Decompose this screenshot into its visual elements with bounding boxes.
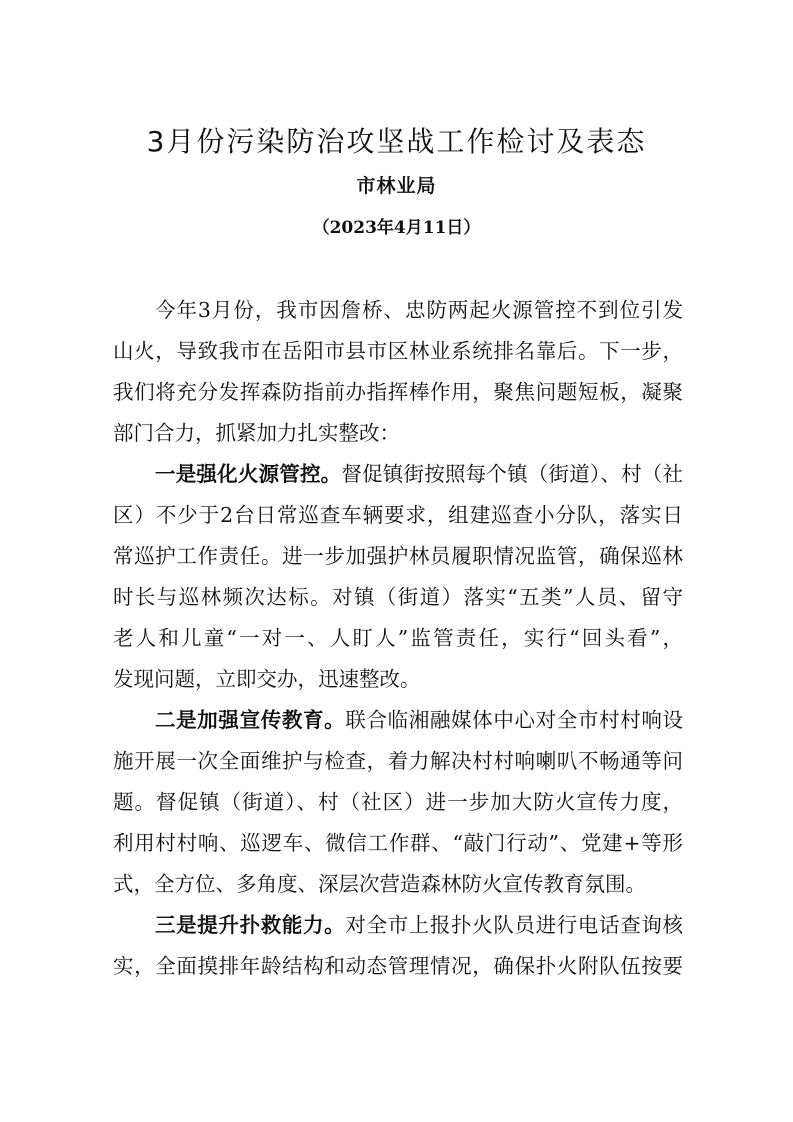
line-text: 发现问题，立即交办，迅速整改。	[113, 667, 421, 691]
line-text: 对全市上报扑火队员进行电话查询核	[345, 913, 683, 937]
line-text: 区）不少于2台日常巡查车辆要求，组建巡查小分队，落实日	[113, 503, 683, 527]
text-line	[113, 372, 683, 413]
paragraph	[113, 290, 683, 454]
line-text: 实，全面摸排年龄结构和动态管理情况，确保扑火附队伍按要	[113, 954, 683, 978]
text-line	[113, 577, 683, 618]
text-line	[113, 659, 683, 700]
text-line	[113, 290, 683, 331]
line-text: 式，全方位、多角度、深层次营造森林防火宣传教育氛围。	[113, 872, 646, 896]
paragraph-lead: 二是加强宣传教育。	[155, 708, 346, 732]
text-line	[113, 454, 683, 495]
text-line	[113, 905, 683, 946]
paragraph-lead: 三是提升扑救能力。	[155, 913, 346, 937]
text-line	[113, 741, 683, 782]
paragraph-lead: 一是强化火源管控。	[155, 462, 342, 486]
line-text: 我们将充分发挥森防指前办指挥棒作用，聚焦问题短板，凝聚	[113, 380, 683, 404]
line-text: 联合临湘融媒体中心对全市村村响设	[345, 708, 683, 732]
line-text: 时长与巡林频次达标。对镇（街道）落实“五类”人员、留守	[113, 585, 683, 609]
paragraph	[113, 454, 683, 700]
line-text: 部门合力，抓紧加力扎实整改：	[113, 421, 400, 445]
line-text: 施开展一次全面维护与检查，着力解决村村响喇叭不畅通等问	[113, 749, 683, 773]
line-text: 题。督促镇（街道）、村（社区）进一步加大防火宣传力度，	[113, 790, 683, 814]
issuing-organization: 市林业局	[356, 175, 437, 197]
line-text: 老人和儿童“一对一、人盯人”监管责任，实行“回头看”，	[113, 626, 683, 650]
document-title: 3月份污染防治攻坚战工作检讨及表态	[146, 125, 647, 158]
text-line	[113, 700, 683, 741]
text-line	[113, 823, 683, 864]
paragraph	[113, 700, 683, 905]
document-date: （2023年4月11日）	[312, 218, 481, 238]
text-line	[113, 946, 683, 987]
line-text: 常巡护工作责任。进一步加强护林员履职情况监管，确保巡林	[113, 544, 683, 568]
line-text: 山火，导致我市在岳阳市县市区林业系统排名靠后。下一步，	[113, 339, 683, 363]
text-line	[113, 864, 683, 905]
line-text: 利用村村响、巡逻车、微信工作群、“敲门行动”、党建+等形	[113, 831, 683, 855]
line-text: 今年3月份，我市因詹桥、忠防两起火源管控不到位引发	[155, 298, 683, 322]
document-body	[113, 290, 683, 987]
text-line	[113, 495, 683, 536]
text-line	[113, 536, 683, 577]
text-line	[113, 782, 683, 823]
text-line	[113, 331, 683, 372]
text-line	[113, 618, 683, 659]
line-text: 督促镇街按照每个镇（街道）、村（社	[341, 462, 683, 486]
paragraph	[113, 905, 683, 987]
text-line	[113, 413, 683, 454]
